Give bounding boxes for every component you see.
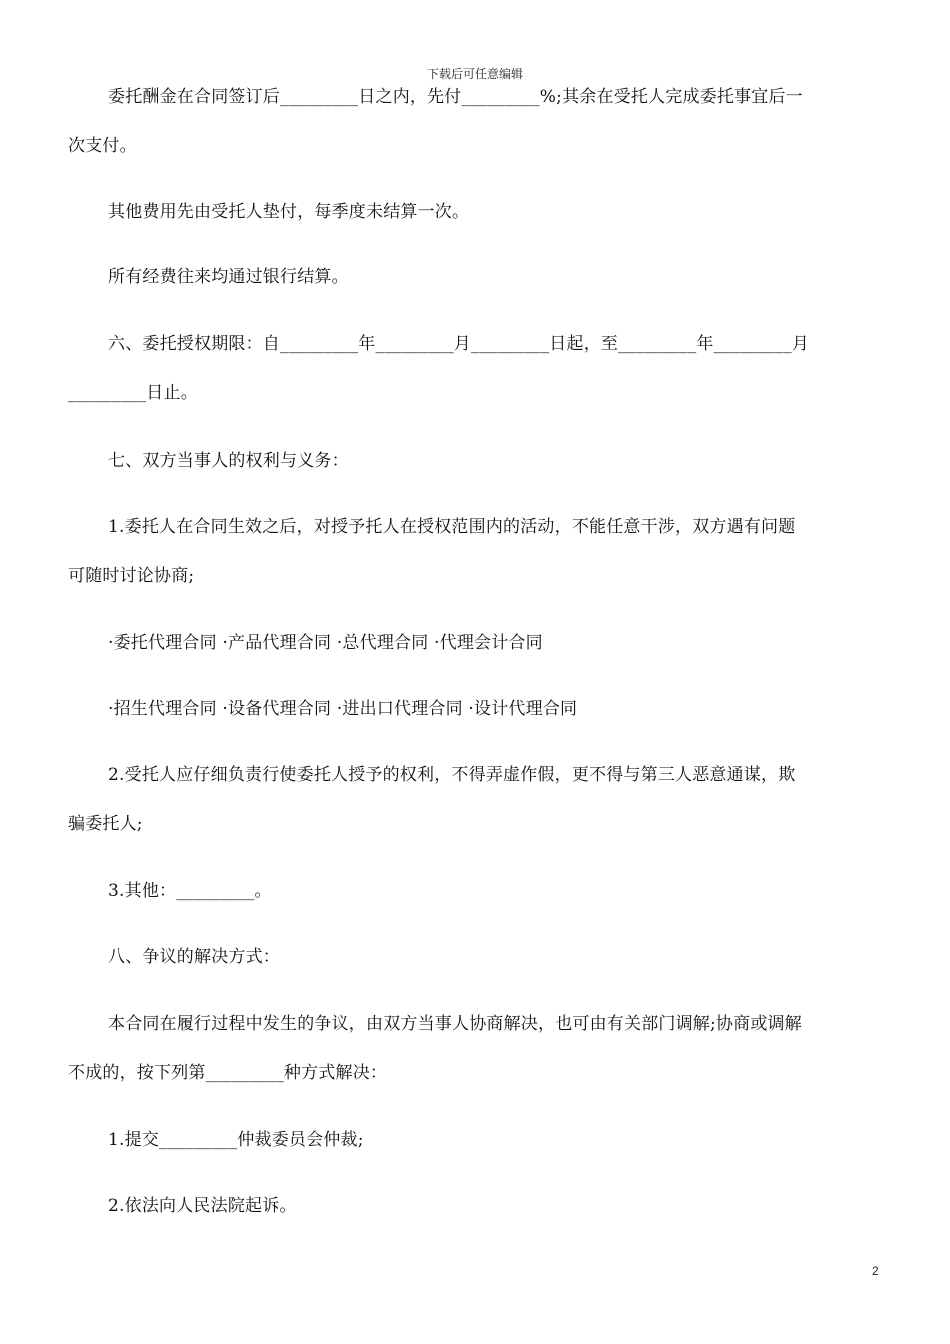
- paragraph-line: 次支付。: [68, 136, 137, 156]
- paragraph-line: 2.受托人应仔细负责行使委托人授予的权利，不得弄虚作假，更不得与第三人恶意通谋，欺: [108, 765, 796, 785]
- related-links-row: ·招生代理合同 ·设备代理合同 ·进出口代理合同 ·设计代理合同: [108, 699, 578, 719]
- paragraph-line: 委托酬金在合同签订后_________日之内，先付_________%;其余在受托人完成委托事宜后一: [108, 87, 803, 107]
- paragraph-line: 2.依法向人民法院起诉。: [108, 1196, 297, 1216]
- paragraph-line: _________日止。: [68, 383, 198, 403]
- paragraph-line: 其他费用先由受托人垫付，每季度未结算一次。: [108, 202, 470, 222]
- paragraph-line: 骗委托人;: [68, 814, 143, 834]
- related-links-row: ·委托代理合同 ·产品代理合同 ·总代理合同 ·代理会计合同: [108, 633, 543, 653]
- paragraph-line: 本合同在履行过程中发生的争议，由双方当事人协商解决，也可由有关部门调解;协商或调解: [108, 1014, 802, 1034]
- section-heading: 七、双方当事人的权利与义务：: [108, 451, 349, 471]
- paragraph-line: 六、委托授权期限：自_________年_________月_________日起，至_________年_________月: [108, 334, 810, 354]
- page-number: 2: [872, 1264, 879, 1278]
- paragraph-line: 1.提交_________仲裁委员会仲裁;: [108, 1130, 364, 1150]
- page-header-note: 下载后可任意编辑: [426, 67, 523, 81]
- paragraph-line: 可随时讨论协商;: [68, 566, 195, 586]
- paragraph-line: 3.其他：_________。: [108, 881, 272, 901]
- section-heading: 八、争议的解决方式：: [108, 947, 280, 967]
- paragraph-line: 所有经费往来均通过银行结算。: [108, 267, 349, 287]
- paragraph-line: 1.委托人在合同生效之后，对授予托人在授权范围内的活动，不能任意干涉，双方遇有问题: [108, 517, 796, 537]
- paragraph-line: 不成的，按下列第_________种方式解决：: [68, 1063, 388, 1083]
